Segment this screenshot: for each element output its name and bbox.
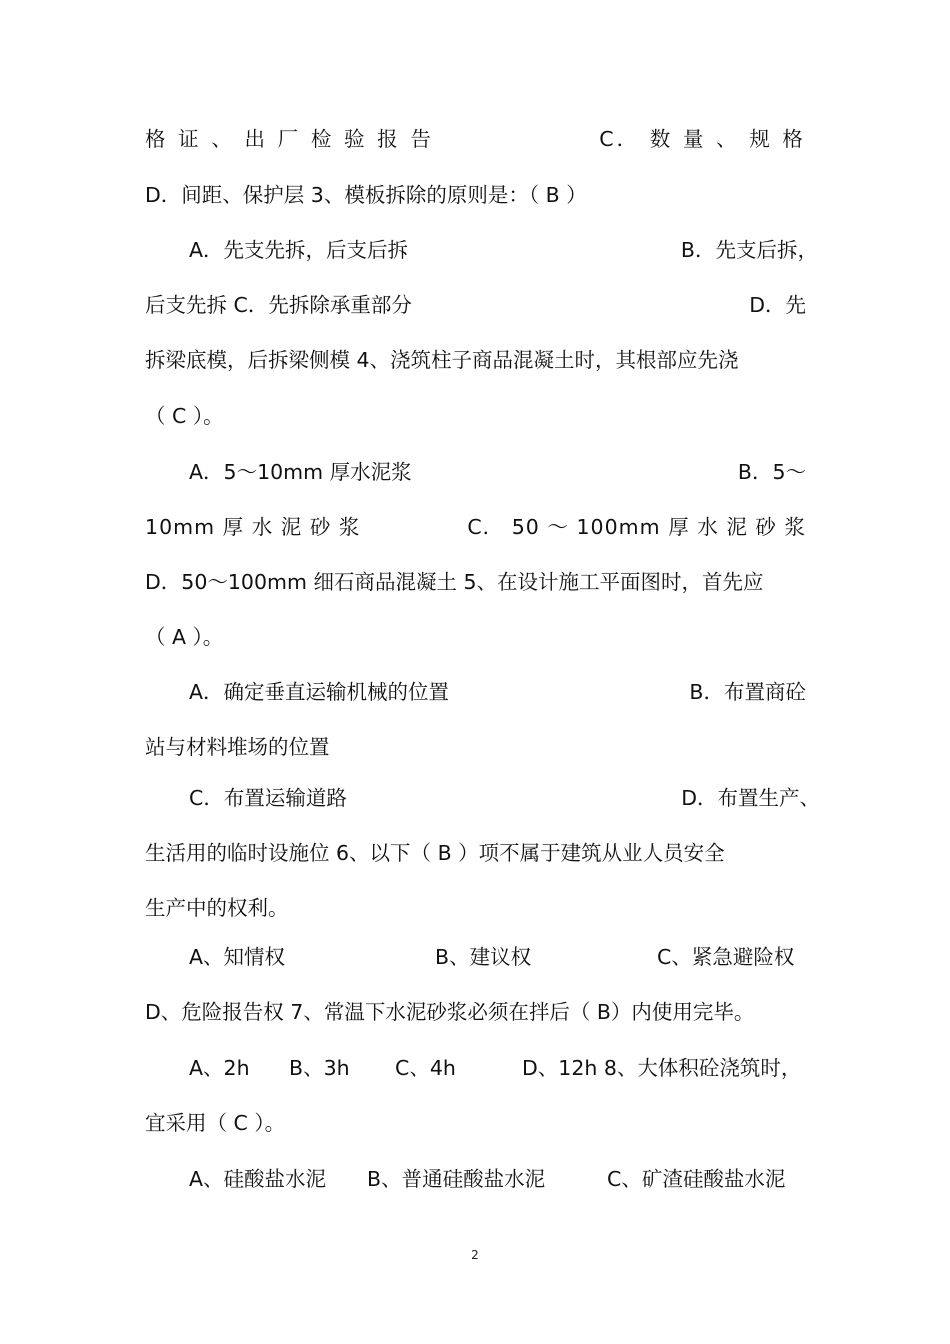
text-line-13 [189,783,820,813]
line-7-left: A．5～10mm 厚水泥浆 [189,460,412,484]
line-3-left: A．先支先拆，后支后拆 [189,238,409,262]
line-16-col-3: C、紧急避险权 [657,945,795,969]
line-15-text: 生产中的权利。 [145,896,289,920]
line-18-col-4: D、12h 8、大体积砼浇筑时， [522,1056,802,1080]
line-14-text: 生活用的临时设施位 6、以下（ B ）项不属于建筑从业人员安全 [145,841,725,865]
line-1-right: C． 数 量 、 规 格 [599,127,806,151]
text-line-3 [189,235,818,265]
line-6-text: （ C ）。 [145,404,224,428]
line-4-right: D．先 [749,293,806,317]
text-line-10 [145,622,806,652]
line-2-text: D．间距、保护层 3、模板拆除的原则是：（ B ） [145,183,587,207]
text-line-15 [145,893,806,923]
line-20-col-1: A、硅酸盐水泥 [189,1167,327,1191]
text-line-17 [145,997,806,1027]
line-1-left: 格 证 、 出 厂 检 验 报 告 [145,127,434,151]
text-line-14 [145,838,806,868]
text-line-5 [145,345,806,375]
line-11-right: B．布置商砼 [689,680,806,704]
text-line-7 [189,457,806,487]
line-13-left: C．布置运输道路 [189,786,347,810]
line-13-right: D．布置生产、 [681,786,820,810]
text-line-19 [145,1108,806,1138]
line-18-col-1: A、2h [189,1056,250,1080]
line-3-right: B．先支后拆， [680,238,818,262]
line-8-left: 10mm 厚 水 泥 砂 浆 [145,515,361,539]
text-line-1 [145,124,806,154]
text-line-9 [145,567,806,597]
line-10-text: （ A ）。 [145,625,224,649]
line-12-text: 站与材料堆场的位置 [145,735,330,759]
line-5-text: 拆梁底模，后拆梁侧模 4、浇筑柱子商品混凝土时，其根部应先浇 [145,348,739,372]
text-line-4 [145,290,806,320]
line-18-col-3: C、4h [395,1056,456,1080]
line-16-col-1: A、知情权 [189,945,286,969]
line-19-text: 宜采用（ C ）。 [145,1111,286,1135]
text-line-8 [145,512,806,542]
line-20-col-3: C、矿渣硅酸盐水泥 [607,1167,786,1191]
text-line-2 [145,180,806,210]
line-17-text: D、危险报告权 7、常温下水泥砂浆必须在拌后（ B）内使用完毕。 [145,1000,755,1024]
text-line-11 [189,677,806,707]
line-20-col-2: B、普通硅酸盐水泥 [367,1167,546,1191]
page-number: 2 [471,1248,479,1262]
line-18-col-2: B、3h [289,1056,350,1080]
text-line-12 [145,732,806,762]
line-11-left: A．确定垂直运输机械的位置 [189,680,450,704]
line-9-text: D．50～100mm 细石商品混凝土 5、在设计施工平面图时，首先应 [145,570,764,594]
line-7-right: B．5～ [737,460,806,484]
text-line-6 [145,401,806,431]
line-16-col-2: B、建议权 [435,945,532,969]
line-8-right: C． 50 ～ 100mm 厚 水 泥 砂 浆 [467,515,806,539]
line-4-left: 后支先拆 C．先拆除承重部分 [145,293,412,317]
